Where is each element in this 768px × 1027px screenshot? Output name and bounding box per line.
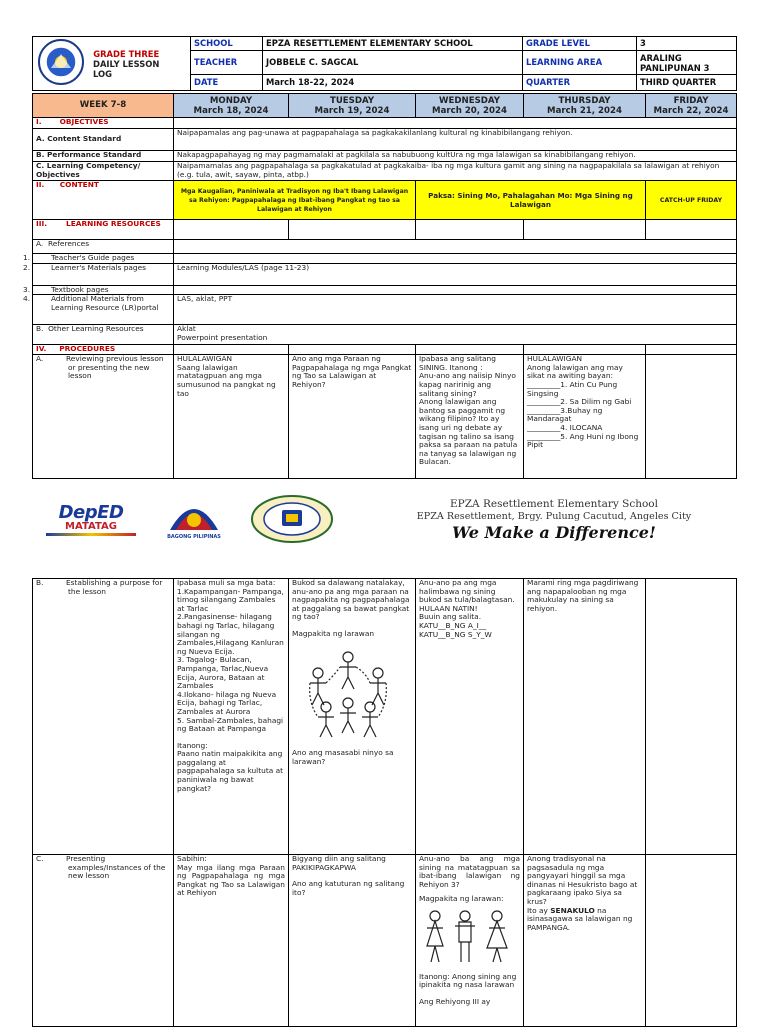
flag-burst-icon xyxy=(162,494,226,534)
header-title-cell xyxy=(33,37,191,91)
lm-value: Learning Modules/LAS (page 11-23) xyxy=(174,263,737,285)
competency-label: C. Learning Competency/ Objectives xyxy=(33,162,174,181)
filipino-attire-illustration xyxy=(419,906,520,971)
content-friday: CATCH-UP FRIDAY xyxy=(646,181,737,220)
content-heading: II. CONTENT xyxy=(33,181,174,220)
content-standard-label: A. Content Standard xyxy=(33,129,174,151)
procedure-b-monday: Ipabasa muli sa mga bata: 1.Kapampangan- Pampanga, timog silangang Zambales at Tarlac 2.Pangasinense- hilagang bahagi ng Tarlac, hilagang silangan ng Zambales,Hilagang Kanluran ng Nueva Ecija. 3. Tagalog- Bulacan, Pampanga, Tarlac,Nueva Ecija, Aurora, Bataan at Zambales 4.Ilokano- hilaga ng Nueva Ecija, bahagi ng Tarlac, Zambales at Aurora 5. Sambal-Zambales, bahagi ng Bataan at Pampanga Itanong: Paano natin maipakikita ang paggalang at pagpapahalaga sa kultuta at paniniwala ng bawat pangkat? xyxy=(174,579,289,855)
teacher-label: TEACHER xyxy=(191,51,263,75)
procedure-c-thursday: Anong tradisyonal na pagsasadula ng mga pangyayari hinggil sa mga dinanas ni Hesukristo bago at pagkaraang ipako Siya sa krus? Ito ay SENAKULO na isinasagawa sa lalawigan ng PAMPANGA. xyxy=(524,855,646,1027)
resources-heading-text: LEARNING RESOURCES xyxy=(66,219,161,228)
references-label: A. References xyxy=(33,240,174,254)
procedure-b-thursday: Marami ring mga pagdiriwang ang napapalooban ng mga makukulay na sining sa rehiyon. xyxy=(524,579,646,855)
additional-label: 4. Additional Materials from Learning Resource (LR)portal xyxy=(33,295,174,325)
resources-heading: III. LEARNING RESOURCES xyxy=(33,220,174,240)
bagong-pilipinas-logo: BAGONG PILIPINAS xyxy=(152,494,236,540)
title-line-3: LOG xyxy=(93,68,113,79)
procedure-c-wednesday: Anu-ano ba ang mga sining na matatagpuan sa ibat-ibang lalawigan ng Rehiyon 3? Magpakita ng larawan: Itanong: Anong sining ang ipinakita ng nasa larawan Ang Rehiyong III ay xyxy=(416,855,524,1027)
competency-text: Naipamamalas ang pagpapahalaga sa pagkakatulad at pagkakaiba- iba ng mga kultura gamit ang sining na nagpapakilala sa lalawigan at rehiyon (e.g. tula, awit, sayaw, pinta, atbp.) xyxy=(174,162,737,181)
school-address-line: EPZA Resettlement, Brgy. Pulung Cacutud, Angeles City xyxy=(416,511,692,522)
tg-label: 1. Teacher's Guide pages xyxy=(33,254,174,264)
content-standard-text: Naipapamalas ang pag-unawa at pagpapahalaga sa pagkakakilanlang kultural ng kinabibilangang rehiyon. xyxy=(174,129,737,151)
deped-matatag-logo: DepED MATATAG xyxy=(46,502,136,536)
procedure-a-thursday: HULALAWIGAN Anong lalawigan ang may sikat na awiting bayan: _________1. Atin Cu Pung Singsing _________2. Sa Dilim ng Gabi _________3.Buhay ng Mandaragat _________4. ILOCANA _________5. Ang Huni ng Ibong Pipit xyxy=(524,355,646,479)
procedure-c-tuesday: Bigyang diin ang salitang PAKIKIPAGKAPWA Ano ang katuturan ng salitang ito? xyxy=(289,855,416,1027)
lesson-table-continued xyxy=(32,578,737,1027)
area-value: ARALING PANLIPUNAN 3 xyxy=(637,51,737,75)
procedure-c-label: C. Presenting examples/Instances of the new lesson xyxy=(33,855,174,1027)
performance-standard-label: B. Performance Standard xyxy=(33,151,174,162)
school-motto: We Make a Difference! xyxy=(452,523,656,542)
day-monday: MONDAY March 18, 2024 xyxy=(174,94,289,118)
procedure-b-wednesday: Anu-ano pa ang mga halimbawa ng sining bukod sa tula/balagtasan. HULAAN NATIN! Buuin ang salita. KATU__B_NG A_I__ KATU__B_NG S_Y_W xyxy=(416,579,524,855)
content-wed-thu: Paksa: Sining Mo, Pahalagahan Mo: Mga Sining ng Lalawigan xyxy=(416,181,646,220)
footer-logo-strip xyxy=(32,490,736,548)
procedure-a-label: A. Reviewing previous lesson or presenting the new lesson xyxy=(33,355,174,479)
procedure-a-wednesday: Ipabasa ang salitang SINING. Itanong : Anu-ano ang naiisip Ninyo kapag naririnig ang salitang sining? Anong lalawigan ang bantog sa paggamit ng wikang filipino? Ito ay isang uri ng debate ay tagisan ng talino sa isang paksa sa paraan na patula na tanyag sa lalawigan ng Bulacan. xyxy=(416,355,524,479)
teacher-value: JOBBELE C. SAGCAL xyxy=(263,51,523,75)
school-name-line: EPZA Resettlement Elementary School xyxy=(450,498,658,510)
title-line-2: DAILY LESSON xyxy=(93,58,160,69)
date-label: DATE xyxy=(191,75,263,91)
children-circle-illustration xyxy=(296,643,412,746)
additional-value: LAS, aklat, PPT xyxy=(174,295,737,325)
objectives-heading: I. OBJECTIVES xyxy=(33,118,174,129)
title-line-1: GRADE THREE xyxy=(93,48,160,59)
deped-seal-icon xyxy=(37,38,89,90)
procedures-heading: IV. PROCEDURES xyxy=(33,345,174,355)
school-seal-icon xyxy=(250,494,334,548)
lesson-table xyxy=(23,93,737,479)
procedure-b-tuesday: Bukod sa dalawang natalakay, anu-ano pa ang mga paraan na nagpapakita ng pagpapahalaga at paggalang sa bawat pangkat ng tao? Magpakita ng larawan Ano ang masasabi ninyo sa larawan? xyxy=(289,579,416,855)
procedure-a-monday: HULALAWIGAN Saang lalawigan matatagpuan ang mga sumusunod na pangkat ng tao xyxy=(174,355,289,479)
school-label: SCHOOL xyxy=(191,37,263,51)
area-label: LEARNING AREA xyxy=(523,51,637,75)
grade-value: 3 xyxy=(637,37,737,51)
grade-label: GRADE LEVEL xyxy=(523,37,637,51)
lesson-log-page-2 xyxy=(32,578,736,1027)
content-mon-tue: Mga Kaugalian, Paniniwala at Tradisyon ng Iba't Ibang Lalawigan sa Rehiyon: Pagpapahalaga ng Ibat-ibang Pangkat ng tao sa Lalawigan at Rehiyon xyxy=(174,181,416,220)
lesson-log-page-1 xyxy=(23,36,736,479)
lm-label: 2. Learner's Materials pages xyxy=(33,263,174,285)
day-friday: FRIDAY March 22, 2024 xyxy=(646,94,737,118)
quarter-value: THIRD QUARTER xyxy=(637,75,737,91)
header-table xyxy=(32,36,737,91)
day-wednesday: WEDNESDAY March 20, 2024 xyxy=(416,94,524,118)
procedure-b-label: B. Establishing a purpose for the lesson xyxy=(33,579,174,855)
performance-standard-text: Nakapagpapahayag ng may pagmamalaki at pagkilala sa nabubuong kultUra ng mga lalawigan sa kinabibilangang rehiyon. xyxy=(174,151,737,162)
day-tuesday: TUESDAY March 19, 2024 xyxy=(289,94,416,118)
week-label: WEEK 7-8 xyxy=(33,94,174,118)
procedure-c-monday: Sabihin: May mga ilang mga Paraan ng Pagpapahalaga ng mga Pangkat ng Tao sa Lalawigan at Rehiyon xyxy=(174,855,289,1027)
date-value: March 18-22, 2024 xyxy=(263,75,523,91)
day-thursday: THURSDAY March 21, 2024 xyxy=(524,94,646,118)
school-value: EPZA RESETTLEMENT ELEMENTARY SCHOOL xyxy=(263,37,523,51)
tb-label: 3. Textbook pages xyxy=(33,285,174,295)
other-resources-value: Aklat Powerpoint presentation xyxy=(174,325,737,345)
procedure-a-tuesday: Ano ang mga Paraan ng Pagpapahalaga ng mga Pangkat ng Tao sa Lalawigan at Rehiyon? xyxy=(289,355,416,479)
other-resources-label: B. Other Learning Resources xyxy=(33,325,174,345)
school-info xyxy=(384,498,724,542)
quarter-label: QUARTER xyxy=(523,75,637,91)
